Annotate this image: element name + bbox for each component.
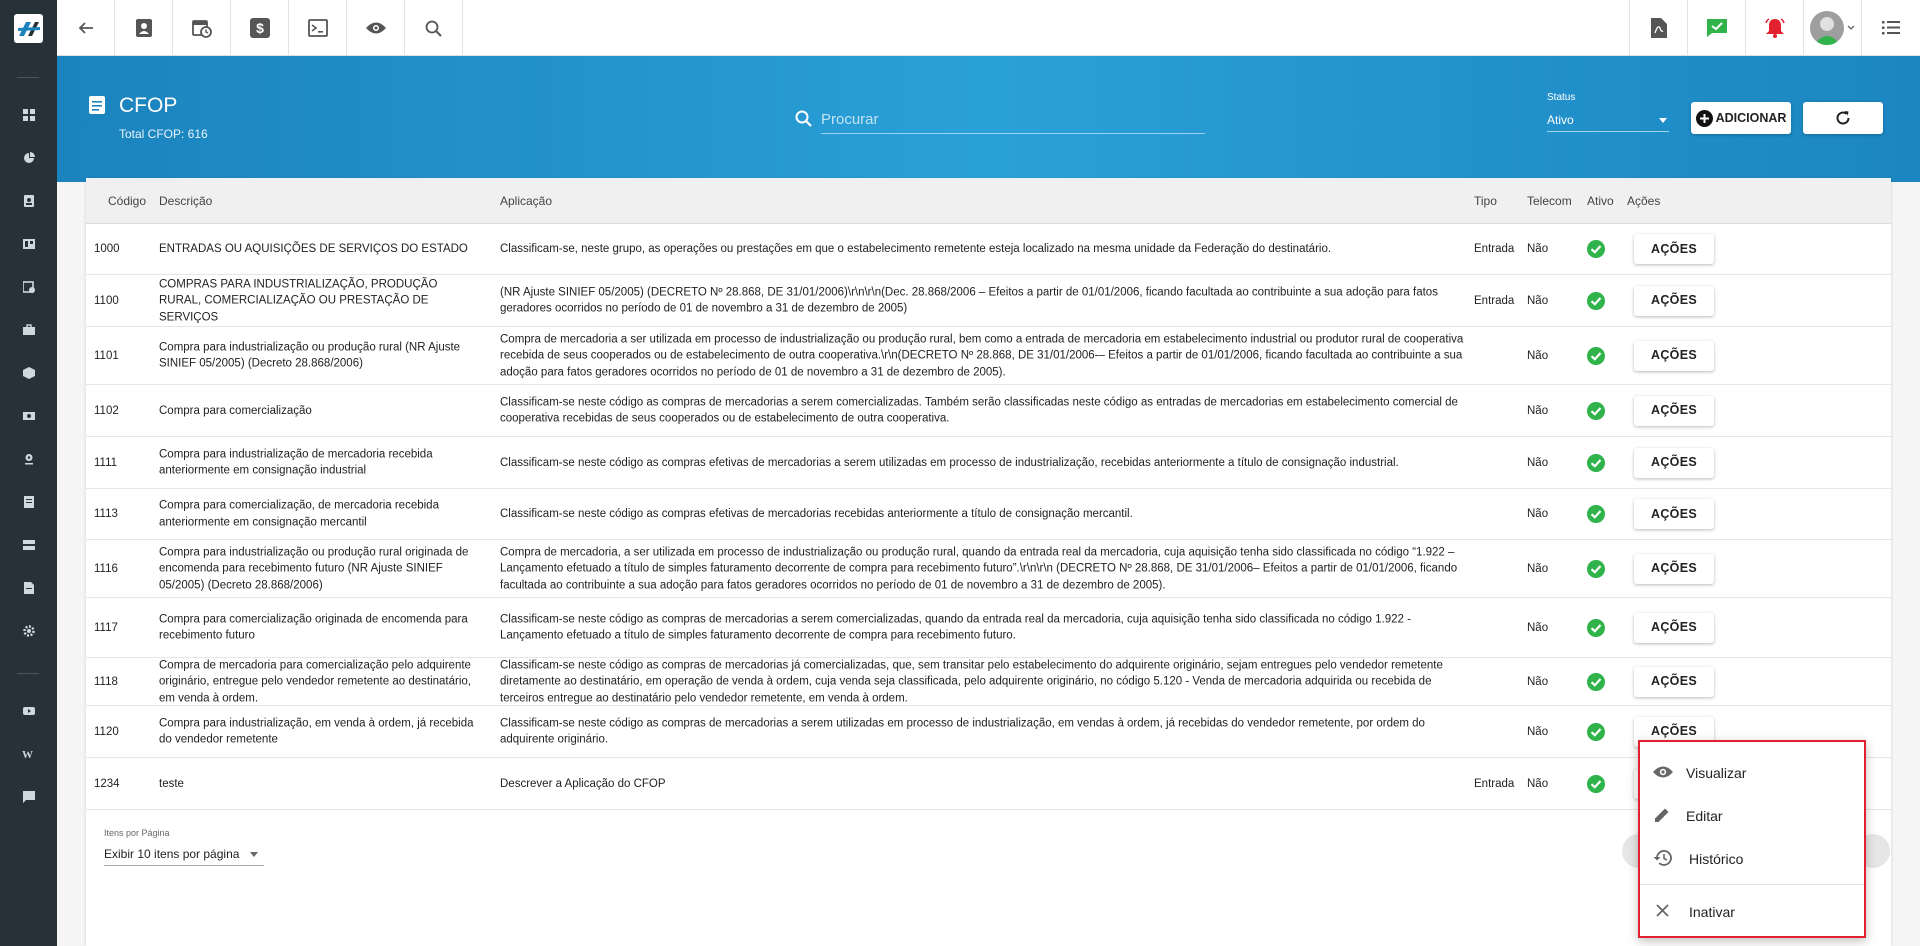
cfop-application: Descrever a Aplicação do CFOP <box>500 777 666 790</box>
actions-button[interactable]: AÇÕES <box>1634 613 1714 643</box>
list-doc-icon[interactable] <box>0 489 57 515</box>
arrow-left-icon <box>78 20 94 36</box>
history-icon <box>1652 849 1674 867</box>
pie-chart-icon[interactable] <box>0 145 57 171</box>
cfop-description: Compra para comercialização originada de encomenda para recebimento futuro <box>159 613 468 642</box>
cfop-type: Entrada <box>1474 777 1515 790</box>
actions-cell <box>1634 448 1714 478</box>
table-row <box>86 224 1891 275</box>
file-icon[interactable] <box>0 575 57 601</box>
cfop-type: Entrada <box>1474 242 1515 255</box>
actions-button[interactable]: AÇÕES <box>1634 234 1714 264</box>
menu-item-visualizar[interactable] <box>1640 752 1864 794</box>
search-input[interactable] <box>821 108 1201 130</box>
column-acoes: Ações <box>1627 194 1661 208</box>
cfop-description: ENTRADAS OU AQUISIÇÕES DE SERVIÇOS DO ESTADO <box>159 242 468 255</box>
actions-cell <box>1634 613 1714 643</box>
search-icon <box>795 110 812 127</box>
dashboard-icon[interactable] <box>0 102 57 128</box>
calendar-clock-icon <box>192 18 212 38</box>
pdf-button[interactable] <box>1629 0 1687 56</box>
caret-down-icon <box>250 852 258 857</box>
alerts-button[interactable] <box>1745 0 1803 56</box>
cfop-application: Classificam-se neste código as compras efetivas de mercadorias recebidas anteriormente a título de consignação mercantil. <box>500 507 1133 520</box>
cfop-telecom: Não <box>1527 349 1549 362</box>
actions-button[interactable]: AÇÕES <box>1634 396 1714 426</box>
active-check-icon <box>1587 619 1605 637</box>
actions-cell <box>1634 396 1714 426</box>
list-icon <box>1882 21 1900 35</box>
menu-item-label: Inativar <box>1689 904 1735 920</box>
contacts-button[interactable] <box>115 0 173 56</box>
cfop-description: Compra para industrialização ou produção rural (NR Ajuste SINIEF 05/2005) (Decreto 28.868/2006) <box>159 341 461 370</box>
table-header <box>86 178 1891 224</box>
contacts-icon[interactable] <box>0 188 57 214</box>
table-row <box>86 598 1891 658</box>
chat-check-icon <box>1707 18 1727 38</box>
menu-item-label: Visualizar <box>1686 765 1747 781</box>
active-check-icon <box>1587 505 1605 523</box>
plus-circle-icon <box>1696 110 1713 127</box>
settings-gear-icon[interactable] <box>0 618 57 644</box>
dollar-icon <box>250 18 270 38</box>
cfop-code: 1102 <box>94 404 119 417</box>
search-icon <box>425 20 442 37</box>
cfop-application: (NR Ajuste SINIEF 05/2005) (DECRETO Nº 28.868, DE 31/01/2006)\r\n\r\n(Dec. 28.868/2006 – Efeitos a partir de 01/01/2006, ficando facultada ao contribuinte a sua adoção para fatos geradores ocorridos no período de 01 de novembro a 31 de dezembro de 2005) <box>500 286 1438 315</box>
cfop-application: Compra de mercadoria, a ser utilizada em processo de industrialização ou produção rural, quando da entrada real da mercadoria, cuja aquisição tenha sido classificada no código “1.922 – Lançamento efetuado a título de simples faturamento decorrente de compra para recebimento futuro”.\r\n\r\n (DECRETO Nº 28.868, DE 31/01/2006– Efeitos a partir de 01/01/2006, ficando facultada ao contribuinte a sua adoção para fatos geradores ocorridos no período de 01 de novembro a 31 de dezembro de 2005). <box>500 545 1458 591</box>
cfop-description: Compra para comercialização, de mercadoria recebida anteriormente em consignação mercantil <box>159 499 439 528</box>
search-underline <box>821 133 1205 134</box>
cfop-telecom: Não <box>1527 562 1549 575</box>
cfop-description: COMPRAS PARA INDUSTRIALIZAÇÃO, PRODUÇÃO RURAL, COMERCIALIZAÇÃO OU PRESTAÇÃO DE SERVIÇOS <box>159 277 438 323</box>
table-row <box>86 275 1891 327</box>
cfop-table-card <box>86 178 1891 946</box>
wiki-icon[interactable] <box>0 741 57 767</box>
cfop-description: teste <box>159 777 184 790</box>
schedule-button[interactable] <box>173 0 231 56</box>
cfop-description: Compra para industrialização ou produção rural originada de encomenda para recebimento futuro (NR Ajuste SINIEF 05/2005) (Decreto 28.868/2006) <box>159 545 469 591</box>
table-row <box>86 489 1891 540</box>
column-descricao[interactable]: Descrição <box>159 194 213 208</box>
cfop-application: Classificam-se neste código as compras de mercadorias a serem comercializadas, quando da entrada real da mercadoria, cuja aquisição tenha sido classificada no código 1.922 - Lançamento efetuado a título de simples faturamento decorrente de compra para recebimento futuro. <box>500 613 1411 642</box>
status-select[interactable] <box>1547 108 1669 132</box>
column-aplicacao[interactable]: Aplicação <box>500 194 553 208</box>
menu-item-editar[interactable] <box>1640 795 1864 837</box>
cfop-telecom: Não <box>1527 777 1549 790</box>
box-icon[interactable] <box>0 360 57 386</box>
refresh-button[interactable] <box>1803 102 1883 134</box>
cfop-code: 1000 <box>94 242 120 255</box>
cfop-application: Classificam-se neste código as compras efetivas de mercadorias a serem utilizadas em processo de industrialização, recebidas anteriormente a título de consignação industrial. <box>500 456 1399 469</box>
cfop-code: 1117 <box>94 621 118 634</box>
column-tipo[interactable]: Tipo <box>1474 194 1497 208</box>
chat-icon[interactable] <box>0 784 57 810</box>
actions-cell <box>1634 286 1714 316</box>
page-title: CFOP <box>119 94 178 117</box>
money-icon[interactable] <box>0 403 57 429</box>
page-header <box>57 56 1920 182</box>
table-row <box>86 706 1891 758</box>
cfop-telecom: Não <box>1527 404 1549 417</box>
actions-cell <box>1634 667 1714 697</box>
cfop-description: Compra de mercadoria para comercialização pelo adquirente originário, entregue pelo vendedor remetente ao destinatário, em venda à ordem. <box>159 658 471 704</box>
cfop-code: 1113 <box>94 507 118 520</box>
menu-item-inativar[interactable] <box>1640 891 1864 933</box>
server-icon[interactable] <box>0 532 57 558</box>
caret-down-icon <box>1659 118 1667 123</box>
cfop-code: 1118 <box>94 675 118 688</box>
pencil-icon <box>1652 806 1674 824</box>
cfop-telecom: Não <box>1527 242 1549 255</box>
sidebar-divider <box>17 673 39 674</box>
app-logo[interactable] <box>14 14 43 43</box>
page-size-select[interactable] <box>104 842 264 866</box>
sidebar <box>0 0 57 946</box>
cfop-description: Compra para comercialização <box>159 404 312 417</box>
video-icon[interactable] <box>0 698 57 724</box>
cfop-type: Entrada <box>1474 294 1515 307</box>
location-icon[interactable] <box>0 446 57 472</box>
add-button[interactable] <box>1691 102 1791 134</box>
finance-button[interactable] <box>231 0 289 56</box>
actions-cell <box>1634 234 1714 264</box>
menu-list-button[interactable] <box>1861 0 1920 56</box>
search-button[interactable] <box>405 0 463 56</box>
avatar <box>1810 11 1844 45</box>
actions-button[interactable]: AÇÕES <box>1634 448 1714 478</box>
actions-menu <box>1638 740 1866 938</box>
active-check-icon <box>1587 454 1605 472</box>
cfop-code: 1116 <box>94 562 118 575</box>
cfop-description: Compra para industrialização de mercadoria recebida anteriormente em consignação industrial <box>159 448 433 477</box>
menu-item-label: Editar <box>1686 808 1723 824</box>
cfop-telecom: Não <box>1527 621 1549 634</box>
column-codigo[interactable]: Código <box>108 194 147 208</box>
cfop-telecom: Não <box>1527 456 1549 469</box>
cfop-code: 1234 <box>94 777 120 790</box>
cfop-application: Compra de mercadoria a ser utilizada em processo de industrialização ou produção rural, bem como a entrada de mercadoria em estabelecimento industrial ou produtor rural de cooperativa recebida de seus cooperados ou de estabelecimento de outra cooperativa.\r\n(DECRETO Nº 28.868, DE 31/01/2006-– Efeitos a partir de 01/01/2006, ficando facultada ao contribuinte a sua adoção para fatos geradores ocorridos no período de 01 de novembro a 31 de dezembro de 2005). <box>500 332 1464 378</box>
contact-card-icon <box>136 19 152 37</box>
column-telecom[interactable]: Telecom <box>1527 194 1572 208</box>
cfop-application: Classificam-se neste código as compras de mercadorias já comercializadas, que, sem transitar pelo estabelecimento do adquirente originário, sejam entregues pelo vendedor remetente diretamente ao destinatário, em operação de venda à ordem, cuja venda seja classificada, pelo adquirente originário, no código 5.120 - Venda de mercadoria adquirida ou recebida de terceiros entregue ao destinatário pelo vendedor remetente, em venda à ordem. <box>500 658 1443 704</box>
active-check-icon <box>1587 240 1605 258</box>
table-row <box>86 658 1891 706</box>
chevron-down-icon <box>1847 25 1855 31</box>
back-button[interactable] <box>57 0 115 56</box>
table-row <box>86 327 1891 385</box>
page-size-value: Exibir 10 itens por página <box>104 847 240 861</box>
terminal-button[interactable] <box>289 0 347 56</box>
terminal-icon <box>308 19 328 37</box>
svg-text:$: $ <box>255 20 264 36</box>
document-list-icon <box>89 96 105 114</box>
actions-cell <box>1634 499 1714 529</box>
actions-button[interactable]: AÇÕES <box>1634 554 1714 584</box>
menu-divider <box>1640 884 1864 885</box>
search-box <box>795 104 1205 134</box>
column-ativo[interactable]: Ativo <box>1587 194 1614 208</box>
status-value: Ativo <box>1547 113 1574 127</box>
cfop-telecom: Não <box>1527 507 1549 520</box>
pdf-file-icon <box>1651 18 1667 38</box>
cfop-telecom: Não <box>1527 725 1549 738</box>
table-row <box>86 385 1891 437</box>
cfop-code: 1100 <box>94 294 119 307</box>
menu-item-historico[interactable] <box>1640 838 1864 880</box>
active-check-icon <box>1587 723 1605 741</box>
messages-button[interactable] <box>1687 0 1745 56</box>
table-row <box>86 540 1891 598</box>
actions-button[interactable]: AÇÕES <box>1634 499 1714 529</box>
cfop-code: 1120 <box>94 725 119 738</box>
view-button[interactable] <box>347 0 405 56</box>
total-count: Total CFOP: 616 <box>119 127 208 141</box>
cfop-application: Classificam-se neste código as compras de mercadorias a serem utilizadas em processo de industrialização, em vendas à ordem, já recebidas do vendedor remetente, por ordem do adquirente originário. <box>500 717 1425 746</box>
cfop-code: 1111 <box>94 456 118 469</box>
active-check-icon <box>1587 560 1605 578</box>
close-icon <box>1652 902 1674 920</box>
page-size-label: Itens por Página <box>104 828 170 838</box>
eye-icon <box>365 21 387 35</box>
active-check-icon <box>1587 347 1605 365</box>
active-check-icon <box>1587 402 1605 420</box>
calendar-clock-icon[interactable] <box>0 274 57 300</box>
actions-button[interactable]: AÇÕES <box>1634 667 1714 697</box>
svg-text:W: W <box>21 749 33 760</box>
top-bar <box>57 0 1920 56</box>
cfop-application: Classificam-se, neste grupo, as operações ou prestações em que o estabelecimento remetente esteja localizado na mesma unidade da Federação do destinatário. <box>500 242 1332 255</box>
cfop-telecom: Não <box>1527 294 1549 307</box>
briefcase-icon[interactable] <box>0 317 57 343</box>
cfop-code: 1101 <box>94 349 119 362</box>
bell-alert-icon <box>1764 18 1786 38</box>
actions-button[interactable]: AÇÕES <box>1634 341 1714 371</box>
sidebar-divider <box>17 77 39 78</box>
cfop-telecom: Não <box>1527 675 1549 688</box>
table-row <box>86 437 1891 489</box>
active-check-icon <box>1587 292 1605 310</box>
table-row <box>86 758 1891 810</box>
user-menu-button[interactable] <box>1803 0 1861 56</box>
refresh-icon <box>1835 110 1851 126</box>
active-check-icon <box>1587 673 1605 691</box>
status-label: Status <box>1547 92 1576 103</box>
actions-cell <box>1634 341 1714 371</box>
actions-cell <box>1634 554 1714 584</box>
actions-button[interactable]: AÇÕES <box>1634 286 1714 316</box>
menu-item-label: Histórico <box>1689 851 1744 867</box>
cfop-application: Classificam-se neste código as compras de mercadorias a serem comercializadas. Também serão classificadas neste código as entradas de mercadorias em estabelecimento comercial de cooperativa recebidas de seus cooperados ou de estabelecimento de outra cooperativa. <box>500 396 1458 425</box>
active-check-icon <box>1587 775 1605 793</box>
actions-button[interactable]: AÇÕES <box>1634 717 1714 747</box>
cfop-description: Compra para industrialização, em venda à ordem, já recebida do vendedor remetente <box>159 717 474 746</box>
board-icon[interactable] <box>0 231 57 257</box>
add-button-label: ADICIONAR <box>1715 111 1787 125</box>
eye-icon <box>1652 763 1674 781</box>
